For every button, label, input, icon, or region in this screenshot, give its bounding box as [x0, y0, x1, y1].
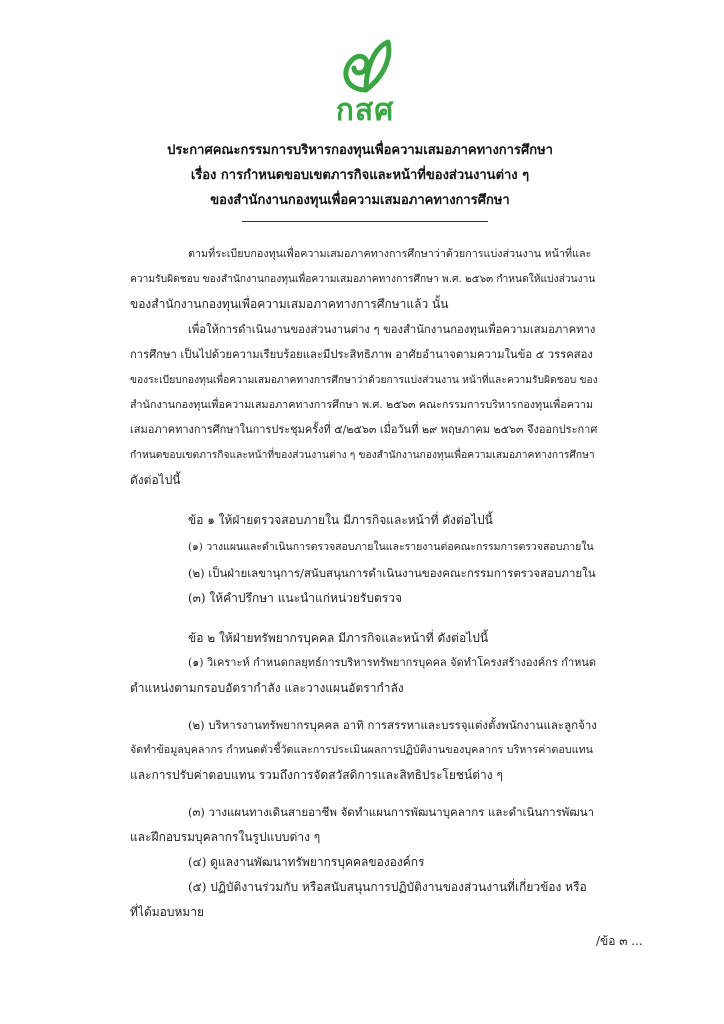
para2-line-4: สำนักงานกองทุนเพื่อความเสมอภาคทางการศึกษา พ.ศ. ๒๕๖๓ คณะกรรมการบริหารกองทุนเพื่อความ — [130, 398, 594, 411]
organization-line: ของสำนักงานกองทุนเพื่อความเสมอภาคทางการศึกษา — [210, 193, 510, 208]
clause2-item2-line-1: (๒) บริหารงานทรัพยากรบุคคล อาทิ การสรรหาและบรรจุแต่งตั้งพนักงานและลูกจ้าง — [188, 718, 597, 732]
clause2-item-4: (๔) ดูแลงานพัฒนาทรัพยากรบุคคลขององค์กร — [188, 855, 425, 869]
para1-line-3: ของสำนักงานกองทุนเพื่อความเสมอภาคทางการศึกษาแล้ว นั้น — [130, 297, 449, 311]
clause2-item1-line-2: ตำแหน่งตามกรอบอัตรากำลัง และวางแผนอัตรากำลัง — [130, 681, 404, 695]
clause1-item-1: (๑) วางแผนและดำเนินการตรวจสอบภายในและรายงานต่อคณะกรรมการตรวจสอบภายใน — [188, 541, 594, 553]
announcement-title: ประกาศคณะกรรมการบริหารกองทุนเพื่อความเสมอภาคทางการศึกษา — [167, 143, 553, 158]
subject-line: เรื่อง การกำหนดขอบเขตภารกิจและหน้าที่ของส่วนงานต่าง ๆ — [190, 168, 530, 183]
clause2-item5-line-2: ที่ได้มอบหมาย — [130, 905, 205, 919]
clause1-heading: ข้อ ๑ ให้ฝ่ายตรวจสอบภายใน มีภารกิจและหน้าที่ ดังต่อไปนี้ — [188, 513, 493, 527]
para2-line-2: การศึกษา เป็นไปด้วยความเรียบร้อยและมีประสิทธิภาพ อาศัยอำนาจตามความในข้อ ๕ วรรคสอง — [130, 348, 593, 361]
para1-line-1: ตามที่ระเบียบกองทุนเพื่อความเสมอภาคทางการศึกษาว่าด้วยการแบ่งส่วนงาน หน้าที่และ — [188, 247, 592, 260]
title-divider — [242, 221, 488, 222]
clause2-item3-line-1: (๓) วางแผนทางเดินสายอาชีพ จัดทำแผนการพัฒนาบุคลากร และดำเนินการพัฒนา — [188, 805, 595, 819]
clause2-item3-line-2: และฝึกอบรมบุคลากรในรูปแบบต่าง ๆ — [130, 830, 321, 844]
clause2-item1-line-1: (๑) วิเคราะห์ กำหนดกลยุทธ์การบริหารทรัพยากรบุคคล จัดทำโครงสร้างองค์กร กำหนด — [188, 656, 597, 669]
clause1-item-3: (๓) ให้คำปรึกษา แนะนำแก่หน่วยรับตรวจ — [188, 591, 402, 605]
logo — [322, 38, 408, 128]
clause2-item2-line-2: จัดทำข้อมูลบุคลากร กำหนดตัวชี้วัดและการประเมินผลการปฏิบัติงานของบุคลากร บริหารค่าตอบแทน — [130, 743, 594, 756]
continuation-marker: /ข้อ ๓ ... — [596, 934, 643, 948]
para2-line-5: เสมอภาคทางการศึกษาในการประชุมครั้งที่ ๕/๒๕๖๓ เมื่อวันที่ ๒๙ พฤษภาคม ๒๕๖๓ จึงออกประกาศ — [130, 423, 598, 436]
clause2-item5-line-1: (๕) ปฏิบัติงานร่วมกับ หรือสนับสนุนการปฏิบัติงานของส่วนงานที่เกี่ยวข้อง หรือ — [188, 880, 587, 894]
para2-line-6: กำหนดขอบเขตภารกิจและหน้าที่ของส่วนงานต่าง ๆ ของสำนักงานกองทุนเพื่อความเสมอภาคทางการศึกษา — [130, 449, 595, 461]
clause2-heading: ข้อ ๒ ให้ฝ่ายทรัพยากรบุคคล มีภารกิจและหน้าที่ ดังต่อไปนี้ — [188, 631, 489, 645]
para1-line-2: ความรับผิดชอบ ของสำนักงานกองทุนเพื่อความเสมอภาคทางการศึกษา พ.ศ. ๒๕๖๓ กำหนดให้แบ่งส่วนงาน — [130, 273, 596, 285]
clause2-item2-line-3: และการปรับค่าตอบแทน รวมถึงการจัดสวัสดิการและสิทธิประโยชน์ต่าง ๆ — [130, 768, 503, 782]
clause1-item-2: (๒) เป็นฝ่ายเลขานุการ/สนับสนุนการดำเนินงานของคณะกรรมการตรวจสอบภายใน — [188, 566, 596, 580]
logo-text: กสศ — [335, 93, 395, 128]
para2-line-3: ของระเบียบกองทุนเพื่อความเสมอภาคทางการศึกษาว่าด้วยการแบ่งส่วนงาน หน้าที่และความรับผิดชอบ ของ — [130, 374, 598, 386]
sprout-logo-icon — [336, 38, 394, 94]
para2-line-7: ดังต่อไปนี้ — [130, 473, 181, 487]
para2-line-1: เพื่อให้การดำเนินงานของส่วนงานต่าง ๆ ของสำนักงานกองทุนเพื่อความเสมอภาคทาง — [188, 323, 596, 336]
